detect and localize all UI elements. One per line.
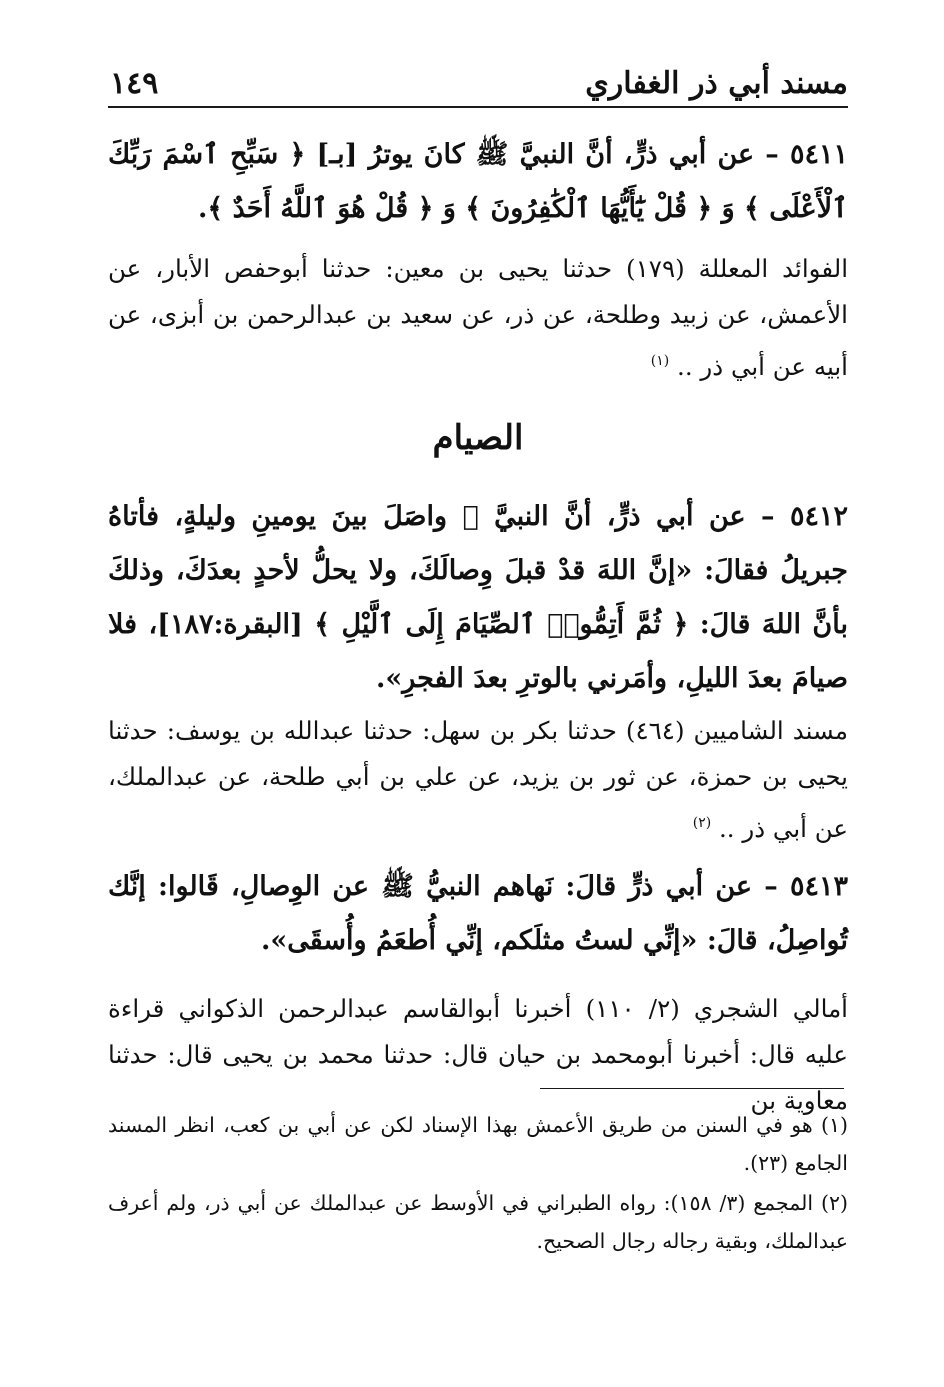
hadith-text: – عن أبي ذرٍّ، أنَّ النبيَّ ﷺ واصَلَ بينَ يومينِ وليلةٍ، فأتاهُ جبريلُ فقالَ: «إنَّ اللهَ قدْ قبلَ وِصالَكَ، ولا يحلُّ لأحدٍ بعدَكَ، وذلكَ بأنَّ اللهَ قالَ: ﴿ ثُمَّ أَتِمُّوا۟ ٱلصِّيَامَ إِلَى ٱلَّيْلِ ﴾ [البقرة:١٨٧]، فلا صيامَ بعدَ الليلِ، وأمَرني بالوترِ بعدَ الفجرِ».: [108, 501, 848, 694]
hadith-text: – عن أبي ذرٍّ، أنَّ النبيَّ ﷺ كانَ يوترُ [بـ] ﴿ سَبِّحِ ٱسْمَ رَبِّكَ ٱلْأَعْلَى ﴾ وَ ﴿ قُلْ يَٰٓأَيُّهَا ٱلْكَٰفِرُونَ ﴾ وَ ﴿ قُلْ هُوَ ٱللَّهُ أَحَدٌ ﴾.: [108, 139, 848, 224]
page-number: ١٤٩: [110, 66, 159, 101]
hadith-5413: [108, 860, 848, 968]
hadith-number: ٥٤١٢: [789, 501, 848, 532]
source-5413: [108, 986, 848, 1124]
footnote-divider: [540, 1088, 844, 1089]
footnote-ref-1[interactable]: (١): [650, 353, 670, 369]
footnote-marker: (٢): [820, 1191, 848, 1215]
section-title: الصيام: [432, 418, 524, 458]
hadith-5412: [108, 490, 848, 706]
footnote-ref-2[interactable]: (٢): [692, 815, 712, 831]
footnote-marker: (١): [820, 1113, 848, 1137]
hadith-number: ٥٤١٣: [789, 871, 848, 902]
source-text: أمالي الشجري (٢/ ١١٠) أخبرنا أبوالقاسم عبدالرحمن الذكواني قراءة عليه قال: أخبرنا أبومحمد بن حيان قال: حدثنا محمد بن يحيى قال: حدثنا معاوية بن: [108, 994, 848, 1115]
source-text: مسند الشاميين (٤٦٤) حدثنا بكر بن سهل: حدثنا عبدالله بن يوسف: حدثنا يحيى بن حمزة، عن ثور بن يزيد، عن علي بن أبي طلحة، عن عبدالملك، عن أبي ذر ..: [108, 716, 848, 843]
footnote-text: المجمع (٣/ ١٥٨): رواه الطبراني في الأوسط عن عبدالملك عن أبي ذر، ولم أعرف عبدالملك، وبقية رجاله رجال الصحيح.: [108, 1191, 848, 1253]
source-text: الفوائد المعللة (١٧٩) حدثنا يحيى بن معين: حدثنا أبوحفص الأبار، عن الأعمش، عن زبيد وطلحة، عن ذر، عن سعيد بن عبدالرحمن بن أبزى، عن أبيه عن أبي ذر ..: [108, 254, 848, 381]
footnote-2: [108, 1184, 848, 1260]
footnote-1: [108, 1106, 848, 1182]
hadith-number: ٥٤١١: [789, 139, 848, 170]
hadith-5411: [108, 128, 848, 236]
footnote-text: هو في السنن من طريق الأعمش بهذا الإسناد لكن عن أبي بن كعب، انظر المسند الجامع (٢٣).: [108, 1113, 848, 1175]
source-5412: [108, 708, 848, 852]
hadith-text: – عن أبي ذرٍّ قالَ: نَهاهم النبيُّ ﷺ عن الوِصالِ، قَالوا: إنَّك تُواصِلُ، قالَ: «إنِّي لستُ مثلَكم، إنِّي أُطعَمُ وأُسقَى».: [108, 871, 848, 956]
page-header: [108, 62, 848, 108]
running-title: مسند أبي ذر الغفاري: [585, 66, 848, 101]
source-5411: [108, 246, 848, 390]
